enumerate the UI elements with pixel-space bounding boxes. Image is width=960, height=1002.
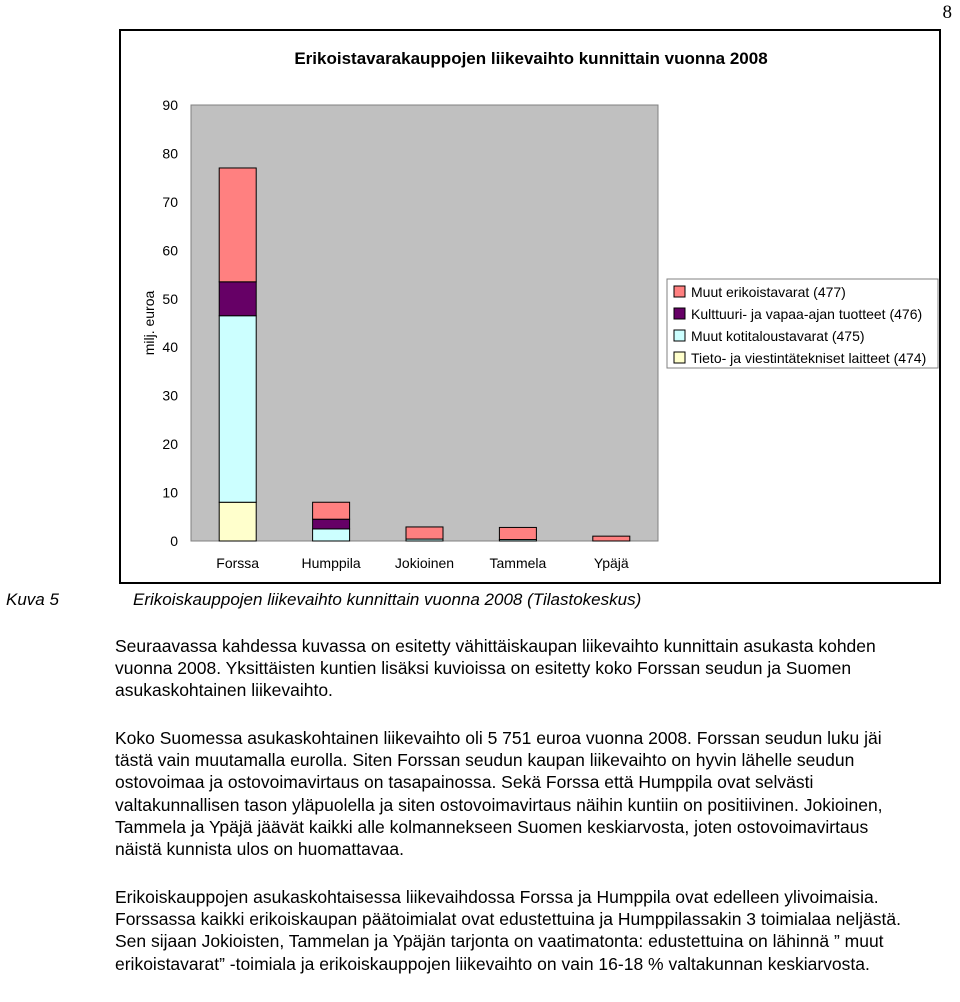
- x-tick-label: Forssa: [216, 555, 260, 571]
- legend-label: Muut kotitaloustavarat (475): [691, 328, 865, 344]
- bar-segment: [313, 519, 350, 529]
- y-tick-label: 10: [162, 484, 178, 501]
- bar-segment: [593, 536, 630, 541]
- bar-segment: [219, 316, 256, 503]
- plot-area: [191, 105, 658, 541]
- figure-caption: Erikoiskauppojen liikevaihto kunnittain vuonna 2008 (Tilastokeskus): [133, 590, 642, 609]
- legend: [667, 279, 938, 368]
- paragraph-3: Erikoiskauppojen asukaskohtaisessa liikevaihdossa Forssa ja Humppila ovat edelleen ylivoimaisia. Forssassa kaikki erikoiskaupan päätoimialat ovat edustettuina ja Humppilassakin 3 toimialaa neljästä. Sen sijaan Jokioisten, Tammelan ja Ypäjän tarjonta on vaatimatonta: edustettuina on lähinnä ” muut erikoistavarat” -toimiala ja erikoiskauppojen liikevaihto on vain 16-18 % valtakunnan keskiarvosta.: [115, 887, 901, 974]
- y-axis-label: milj. euroa: [141, 290, 157, 356]
- y-tick-label: 80: [162, 145, 178, 162]
- x-tick-labels: [216, 555, 629, 571]
- paragraph-2: Koko Suomessa asukaskohtainen liikevaihto oli 5 751 euroa vuonna 2008. Forssan seudun luku jäi tästä vain muutamalla eurolla. Siten Forssan seudun kaupan liikevaihto on hyvin lähelle seudun ostovoimaa ja ostovoimavirtaus on tasapainossa. Sekä Forssa että Humppila ovat selvästi valtakunnallisen tason yläpuolella ja siten ostovoimavirtaus näihin kuntiin on positiivinen. Jokioinen, Tammela ja Ypäjä jäävät kaikki alle kolmannekseen Suomen keskiarvosta, joten ostovoimavirtaus näistä kunnista ulos on huomattavaa.: [115, 728, 883, 860]
- bar-segment: [406, 527, 443, 539]
- x-tick-label: Tammela: [489, 555, 547, 571]
- y-tick-label: 0: [170, 533, 178, 549]
- legend-label: Muut erikoistavarat (477): [691, 284, 846, 300]
- legend-swatch: [674, 330, 685, 341]
- y-tick-label: 90: [162, 97, 178, 113]
- x-tick-label: Jokioinen: [394, 555, 455, 571]
- chart-canvas: [121, 31, 939, 582]
- y-tick-label: 60: [162, 242, 178, 259]
- legend-swatch: [674, 286, 685, 297]
- bar-segment: [219, 502, 256, 541]
- x-tick-label: Humppila: [301, 555, 361, 571]
- y-tick-label: 70: [162, 193, 178, 210]
- chart-title: Erikoistavarakauppojen liikevaihto kunnittain vuonna 2008: [294, 49, 768, 68]
- legend-swatch: [674, 308, 685, 319]
- x-tick-label: Ypäjä: [593, 555, 629, 571]
- legend-swatch: [674, 352, 685, 363]
- bar-segment: [313, 529, 350, 541]
- bar-segment: [219, 168, 256, 282]
- y-tick-label: 40: [162, 339, 178, 356]
- y-tick-label: 50: [162, 290, 178, 307]
- bar-segment: [313, 502, 350, 519]
- chart: [119, 29, 941, 584]
- y-tick-label: 20: [162, 436, 178, 453]
- figure-label: Kuva 5: [6, 590, 59, 609]
- legend-label: Tieto- ja viestintätekniset laitteet (474): [691, 350, 927, 366]
- paragraph-1: Seuraavassa kahdessa kuvassa on esitetty vähittäiskaupan liikevaihto kunnittain asukasta kohden vuonna 2008. Yksittäisten kuntien lisäksi kuvioissa on esitetty koko Forssan seudun ja Suomen asukaskohtainen liikevaihto.: [115, 636, 876, 701]
- y-tick-label: 30: [162, 387, 178, 404]
- bar-segment: [219, 282, 256, 316]
- legend-label: Kulttuuri- ja vapaa-ajan tuotteet (476): [691, 306, 923, 322]
- bar-segment: [499, 527, 536, 539]
- page-number: 8: [942, 2, 952, 23]
- y-tick-labels: [162, 97, 178, 549]
